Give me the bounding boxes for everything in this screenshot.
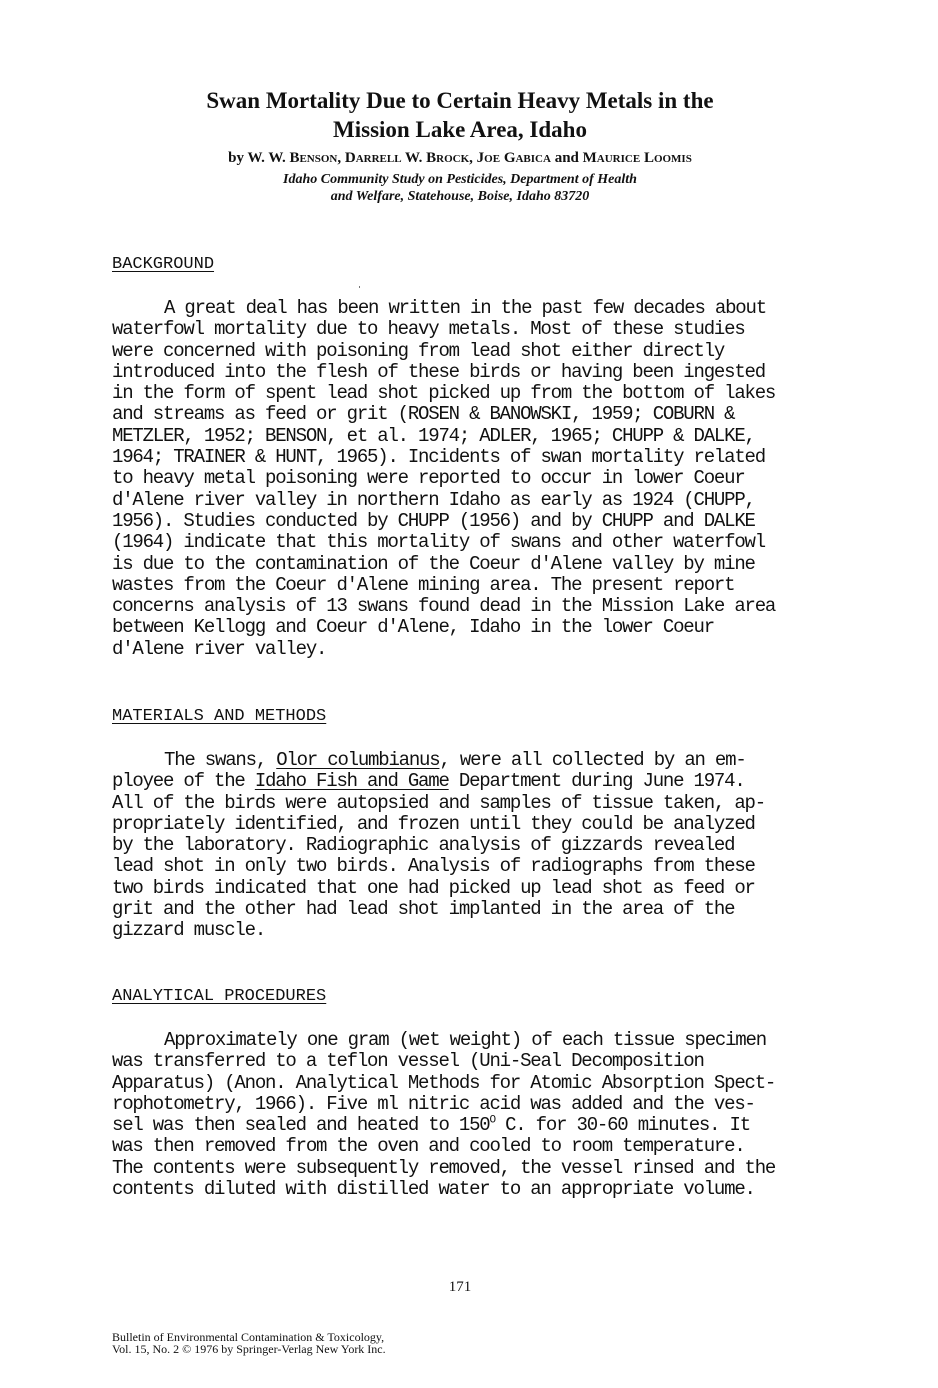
materials-line: grit and the other had lead shot implanted in the area of the [112, 898, 735, 921]
background-line: to heavy metal poisoning were reported to occur in lower Coeur [112, 467, 745, 490]
materials-paragraph [112, 750, 822, 942]
materials-text: The swans, [164, 749, 277, 771]
materials-line: two birds indicated that one had picked up lead shot as feed or [112, 876, 755, 899]
analytical-line: Approximately one gram (wet weight) of each tissue specimen [164, 1029, 766, 1051]
analytical-line: rophotometry, 1966). Five ml nitric acid was added and the ves- [112, 1092, 755, 1115]
author-and: and [554, 150, 579, 166]
background-line: were concerned with poisoning from lead shot either directly [112, 339, 725, 362]
background-line: wastes from the Coeur d'Alene mining area. The present report [112, 573, 735, 596]
background-line: (1964) indicate that this mortality of swans and other waterfowl [112, 531, 765, 554]
analytical-line: Apparatus) (Anon. Analytical Methods for Atomic Absorption Spect- [112, 1071, 776, 1094]
scan-speck [359, 286, 360, 288]
background-line: in the form of spent lead shot picked up from the bottom of lakes [112, 382, 776, 405]
background-line: A great deal has been written in the past few decades about [164, 297, 766, 319]
author-3-surname: Gabica [503, 150, 551, 166]
footer-line-2: Vol. 15, No. 2 © 1976 by Springer-Verlag New York Inc. [112, 1342, 386, 1356]
species-name: Olor columbianus [276, 749, 440, 771]
author-2-surname: Brock, [426, 150, 473, 166]
footer-citation [112, 1331, 386, 1355]
materials-line: by the laboratory. Radiographic analysis of gizzards revealed [112, 834, 735, 857]
background-line: introduced into the flesh of these birds or having been ingested [112, 360, 765, 383]
materials-line [112, 750, 822, 771]
materials-line: All of the birds were autopsied and samples of tissue taken, ap- [112, 791, 765, 814]
author-2-given: Darrell W. [344, 150, 423, 166]
footer-line-1: Bulletin of Environmental Contamination & Toxicology, [112, 1330, 385, 1344]
author-4-surname: Loomis [643, 150, 692, 166]
background-line: is due to the contamination of the Coeur d'Alene valley by mine [112, 552, 755, 575]
author-3-given: Joe [476, 150, 501, 166]
analytical-line: contents diluted with distilled water to an appropriate volume. [112, 1178, 755, 1201]
affiliation [100, 171, 820, 205]
analytical-heading: ANALYTICAL PROCEDURES [112, 987, 327, 1006]
materials-heading: MATERIALS AND METHODS [112, 707, 327, 726]
department-name: Idaho Fish and Game [254, 770, 449, 793]
background-line: waterfowl mortality due to heavy metals. Most of these studies [112, 318, 745, 341]
author-1-surname: Benson, [289, 150, 342, 166]
analytical-line: was transferred to a teflon vessel (Uni-Seal Decomposition [112, 1050, 704, 1073]
background-line: between Kellogg and Coeur d'Alene, Idaho in the lower Coeur [112, 616, 714, 639]
affiliation-line-1: Idaho Community Study on Pesticides, Department of Health [283, 172, 637, 187]
author-line [100, 149, 820, 167]
author-by: by W. W. [228, 150, 286, 166]
materials-text: ployee of the [112, 770, 255, 793]
background-line: 1964; TRAINER & HUNT, 1965). Incidents of swan mortality related [112, 446, 765, 469]
analytical-text: C. for 30-60 minutes. It [494, 1114, 750, 1137]
materials-line: gizzard muscle. [112, 919, 266, 942]
materials-line [112, 771, 822, 792]
materials-text: , were all collected by an em- [439, 749, 746, 771]
author-4-given: Maurice [582, 150, 641, 166]
analytical-paragraph [112, 1030, 822, 1200]
background-line: d'Alene river valley in northern Idaho as early as 1924 (CHUPP, [112, 488, 755, 511]
background-heading: BACKGROUND [112, 255, 215, 274]
background-line: d'Alene river valley. [112, 637, 327, 660]
affiliation-line-2: and Welfare, Statehouse, Boise, Idaho 83720 [330, 189, 590, 204]
analytical-text: sel was then sealed and heated to 150 [112, 1114, 490, 1137]
background-line: 1956). Studies conducted by CHUPP (1956) and by CHUPP and DALKE [112, 509, 755, 532]
materials-text: Department during June 1974. [448, 770, 745, 793]
materials-line: lead shot in only two birds. Analysis of radiographs from these [112, 855, 755, 878]
background-paragraph [112, 298, 822, 660]
title-line-2: Mission Lake Area, Idaho [333, 117, 587, 142]
background-line: METZLER, 1952; BENSON, et al. 1974; ADLER, 1965; CHUPP & DALKE, [112, 424, 755, 447]
degree-superscript: O [489, 1114, 495, 1127]
materials-line: propriately identified, and frozen until they could be analyzed [112, 812, 755, 835]
analytical-line: The contents were subsequently removed, the vessel rinsed and the [112, 1156, 776, 1179]
analytical-line: was then removed from the oven and cooled to room temperature. [112, 1135, 745, 1158]
page-number: 171 [448, 1279, 472, 1295]
background-line: and streams as feed or grit (ROSEN & BANOWSKI, 1959; COBURN & [112, 403, 735, 426]
title-line-1: Swan Mortality Due to Certain Heavy Metals in the [206, 88, 714, 113]
background-line: concerns analysis of 13 swans found dead in the Mission Lake area [112, 595, 776, 618]
analytical-line [112, 1115, 822, 1136]
article-title [100, 86, 820, 144]
